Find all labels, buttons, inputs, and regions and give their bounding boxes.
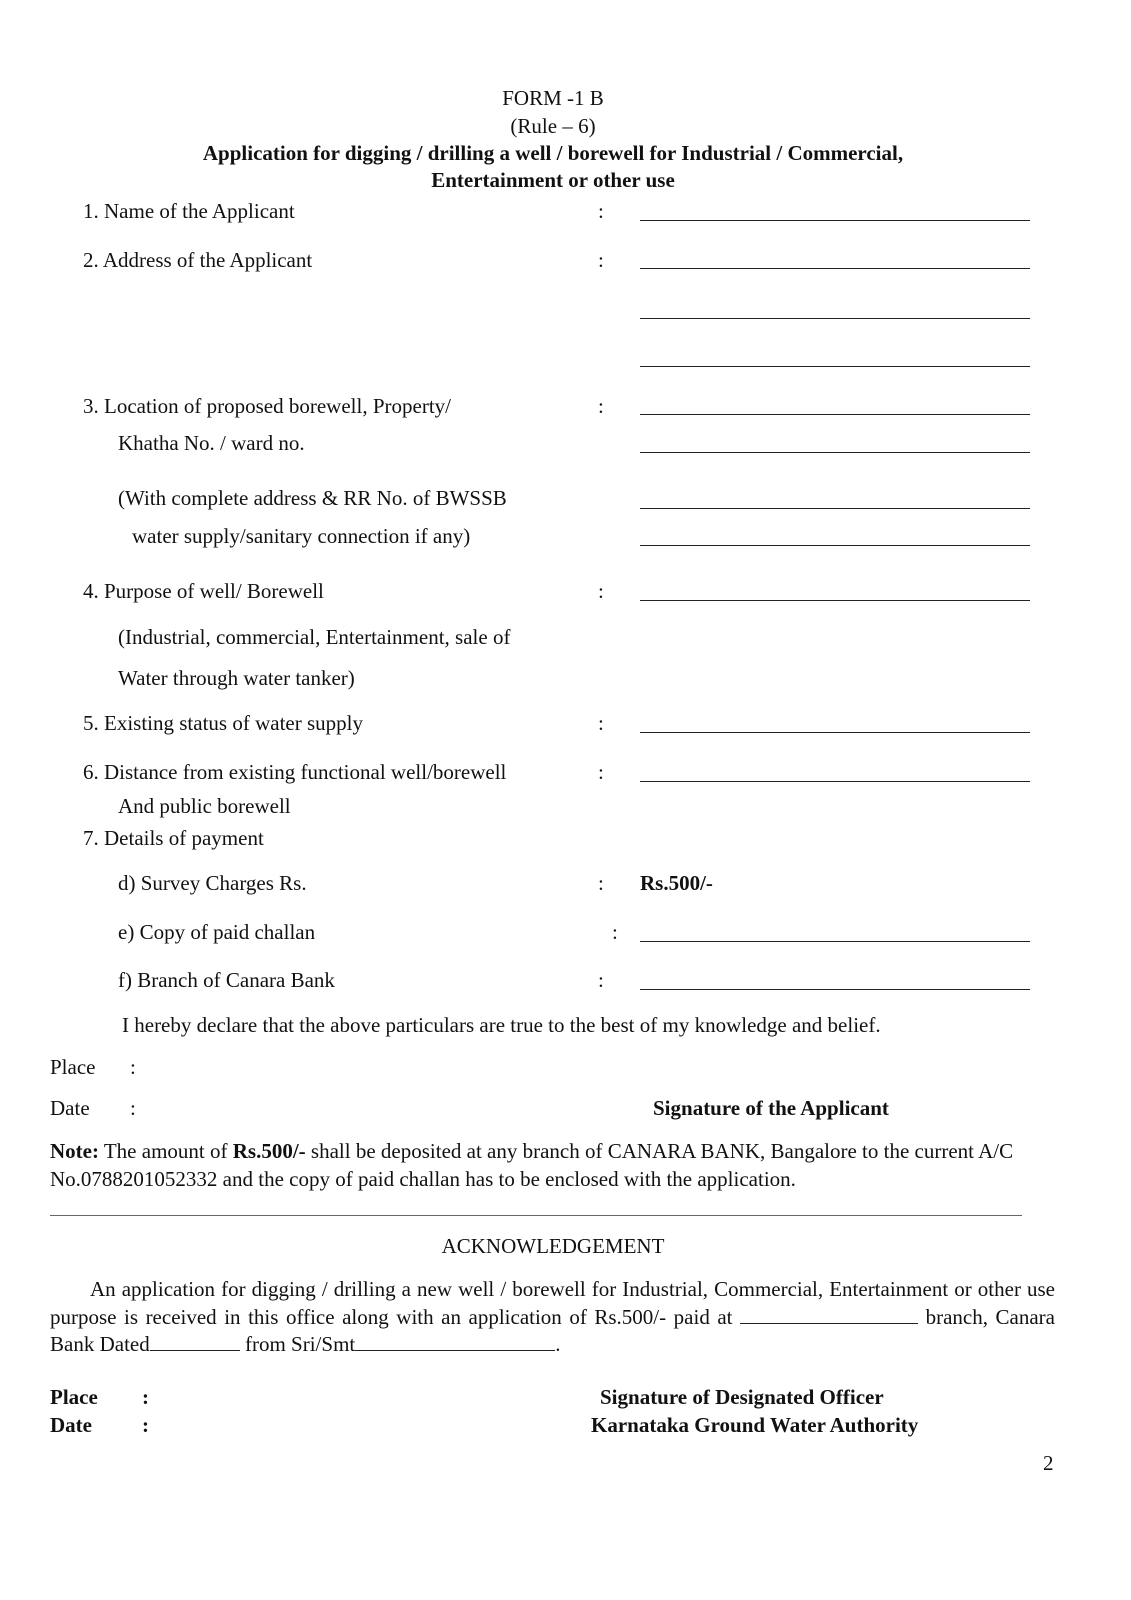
location-input-line-1[interactable]: [640, 414, 1030, 415]
colon: :: [598, 394, 604, 418]
form-title-line2: Entertainment or other use: [431, 168, 675, 192]
note-label: Note:: [50, 1139, 99, 1163]
ack-text: from Sri/Smt: [239, 1332, 356, 1356]
status-input-line[interactable]: [640, 732, 1030, 733]
field-label-distance: 6. Distance from existing functional well/borewell: [83, 760, 507, 784]
colon: :: [130, 1096, 136, 1120]
ack-place-label: Place: [50, 1385, 98, 1409]
branch-input-line[interactable]: [640, 989, 1030, 990]
field-label-payment: 7. Details of payment: [83, 826, 264, 850]
signature-applicant: Signature of the Applicant: [653, 1096, 889, 1120]
acknowledgement-title: ACKNOWLEDGEMENT: [441, 1234, 665, 1258]
note-amount: Rs.500/-: [232, 1139, 306, 1163]
location-input-line-4[interactable]: [640, 545, 1030, 546]
survey-charges-value: Rs.500/-: [640, 871, 713, 895]
field-label-location: 3. Location of proposed borewell, Property/: [83, 394, 451, 418]
field-label-challan: e) Copy of paid challan: [118, 920, 316, 944]
rule: (Rule – 6): [510, 114, 596, 138]
location-input-line-2[interactable]: [640, 452, 1030, 453]
name-blank[interactable]: [355, 1332, 555, 1351]
note-text-2: shall be deposited at any branch of CANARA BANK, Bangalore to the current A/C No.0788201052332 and the copy of paid challan has to be enclosed with the application.: [50, 1139, 1014, 1191]
signature-officer: Signature of Designated Officer: [600, 1385, 884, 1409]
field-label-khatha: Khatha No. / ward no.: [118, 431, 305, 455]
note-text: The amount of: [98, 1139, 233, 1163]
place-label: Place: [50, 1055, 96, 1079]
form-number: FORM -1 B: [502, 86, 604, 110]
colon: :: [142, 1385, 149, 1409]
colon: :: [130, 1055, 136, 1079]
field-label-name: 1. Name of the Applicant: [83, 199, 295, 223]
field-label-address: 2. Address of the Applicant: [83, 248, 313, 272]
ack-text: .: [555, 1332, 561, 1356]
colon: :: [598, 579, 604, 603]
field-note-connection: water supply/sanitary connection if any): [132, 524, 471, 548]
form-title-line1: Application for digging / drilling a well / borewell for Industrial / Commercial,: [202, 141, 904, 165]
ack-text: branch, Canara Bank Dated: [50, 1304, 1055, 1356]
field-label-distance-2: And public borewell: [118, 794, 291, 818]
colon: :: [142, 1413, 149, 1437]
challan-input-line[interactable]: [640, 941, 1030, 942]
note: [50, 1137, 1055, 1193]
ack-date-label: Date: [50, 1413, 92, 1437]
address-input-line-2[interactable]: [640, 318, 1030, 319]
date-blank[interactable]: [150, 1332, 240, 1351]
branch-blank[interactable]: [740, 1305, 918, 1324]
colon: :: [598, 199, 604, 223]
field-label-purpose: 4. Purpose of well/ Borewell: [83, 579, 324, 603]
location-input-line-3[interactable]: [640, 508, 1030, 509]
address-input-line-1[interactable]: [640, 268, 1030, 269]
page-number: 2: [1043, 1451, 1054, 1475]
colon: :: [598, 871, 604, 895]
divider: [50, 1215, 1022, 1216]
ack-text: An application for digging / drilling a new well / borewell for Industrial, Commercial, Entertainment or other use purpose is received in this office along with an application of Rs.500/- paid at: [50, 1277, 1055, 1329]
field-note-address: (With complete address & RR No. of BWSSB: [118, 486, 507, 510]
colon: :: [612, 920, 618, 944]
colon: :: [598, 968, 604, 992]
purpose-input-line[interactable]: [640, 600, 1030, 601]
colon: :: [598, 760, 604, 784]
name-input-line[interactable]: [640, 220, 1030, 221]
acknowledgement-text: [50, 1276, 1055, 1359]
authority-name: Karnataka Ground Water Authority: [591, 1413, 919, 1437]
purpose-note-2: Water through water tanker): [118, 666, 355, 690]
colon: :: [598, 248, 604, 272]
declaration: I hereby declare that the above particulars are true to the best of my knowledge and belief.: [122, 1013, 881, 1037]
date-label: Date: [50, 1096, 90, 1120]
distance-input-line[interactable]: [640, 781, 1030, 782]
purpose-note-1: (Industrial, commercial, Entertainment, sale of: [118, 625, 511, 649]
field-label-branch: f) Branch of Canara Bank: [118, 968, 335, 992]
address-input-line-3[interactable]: [640, 366, 1030, 367]
colon: :: [598, 711, 604, 735]
field-label-status: 5. Existing status of water supply: [83, 711, 363, 735]
field-label-survey: d) Survey Charges Rs.: [118, 871, 307, 895]
